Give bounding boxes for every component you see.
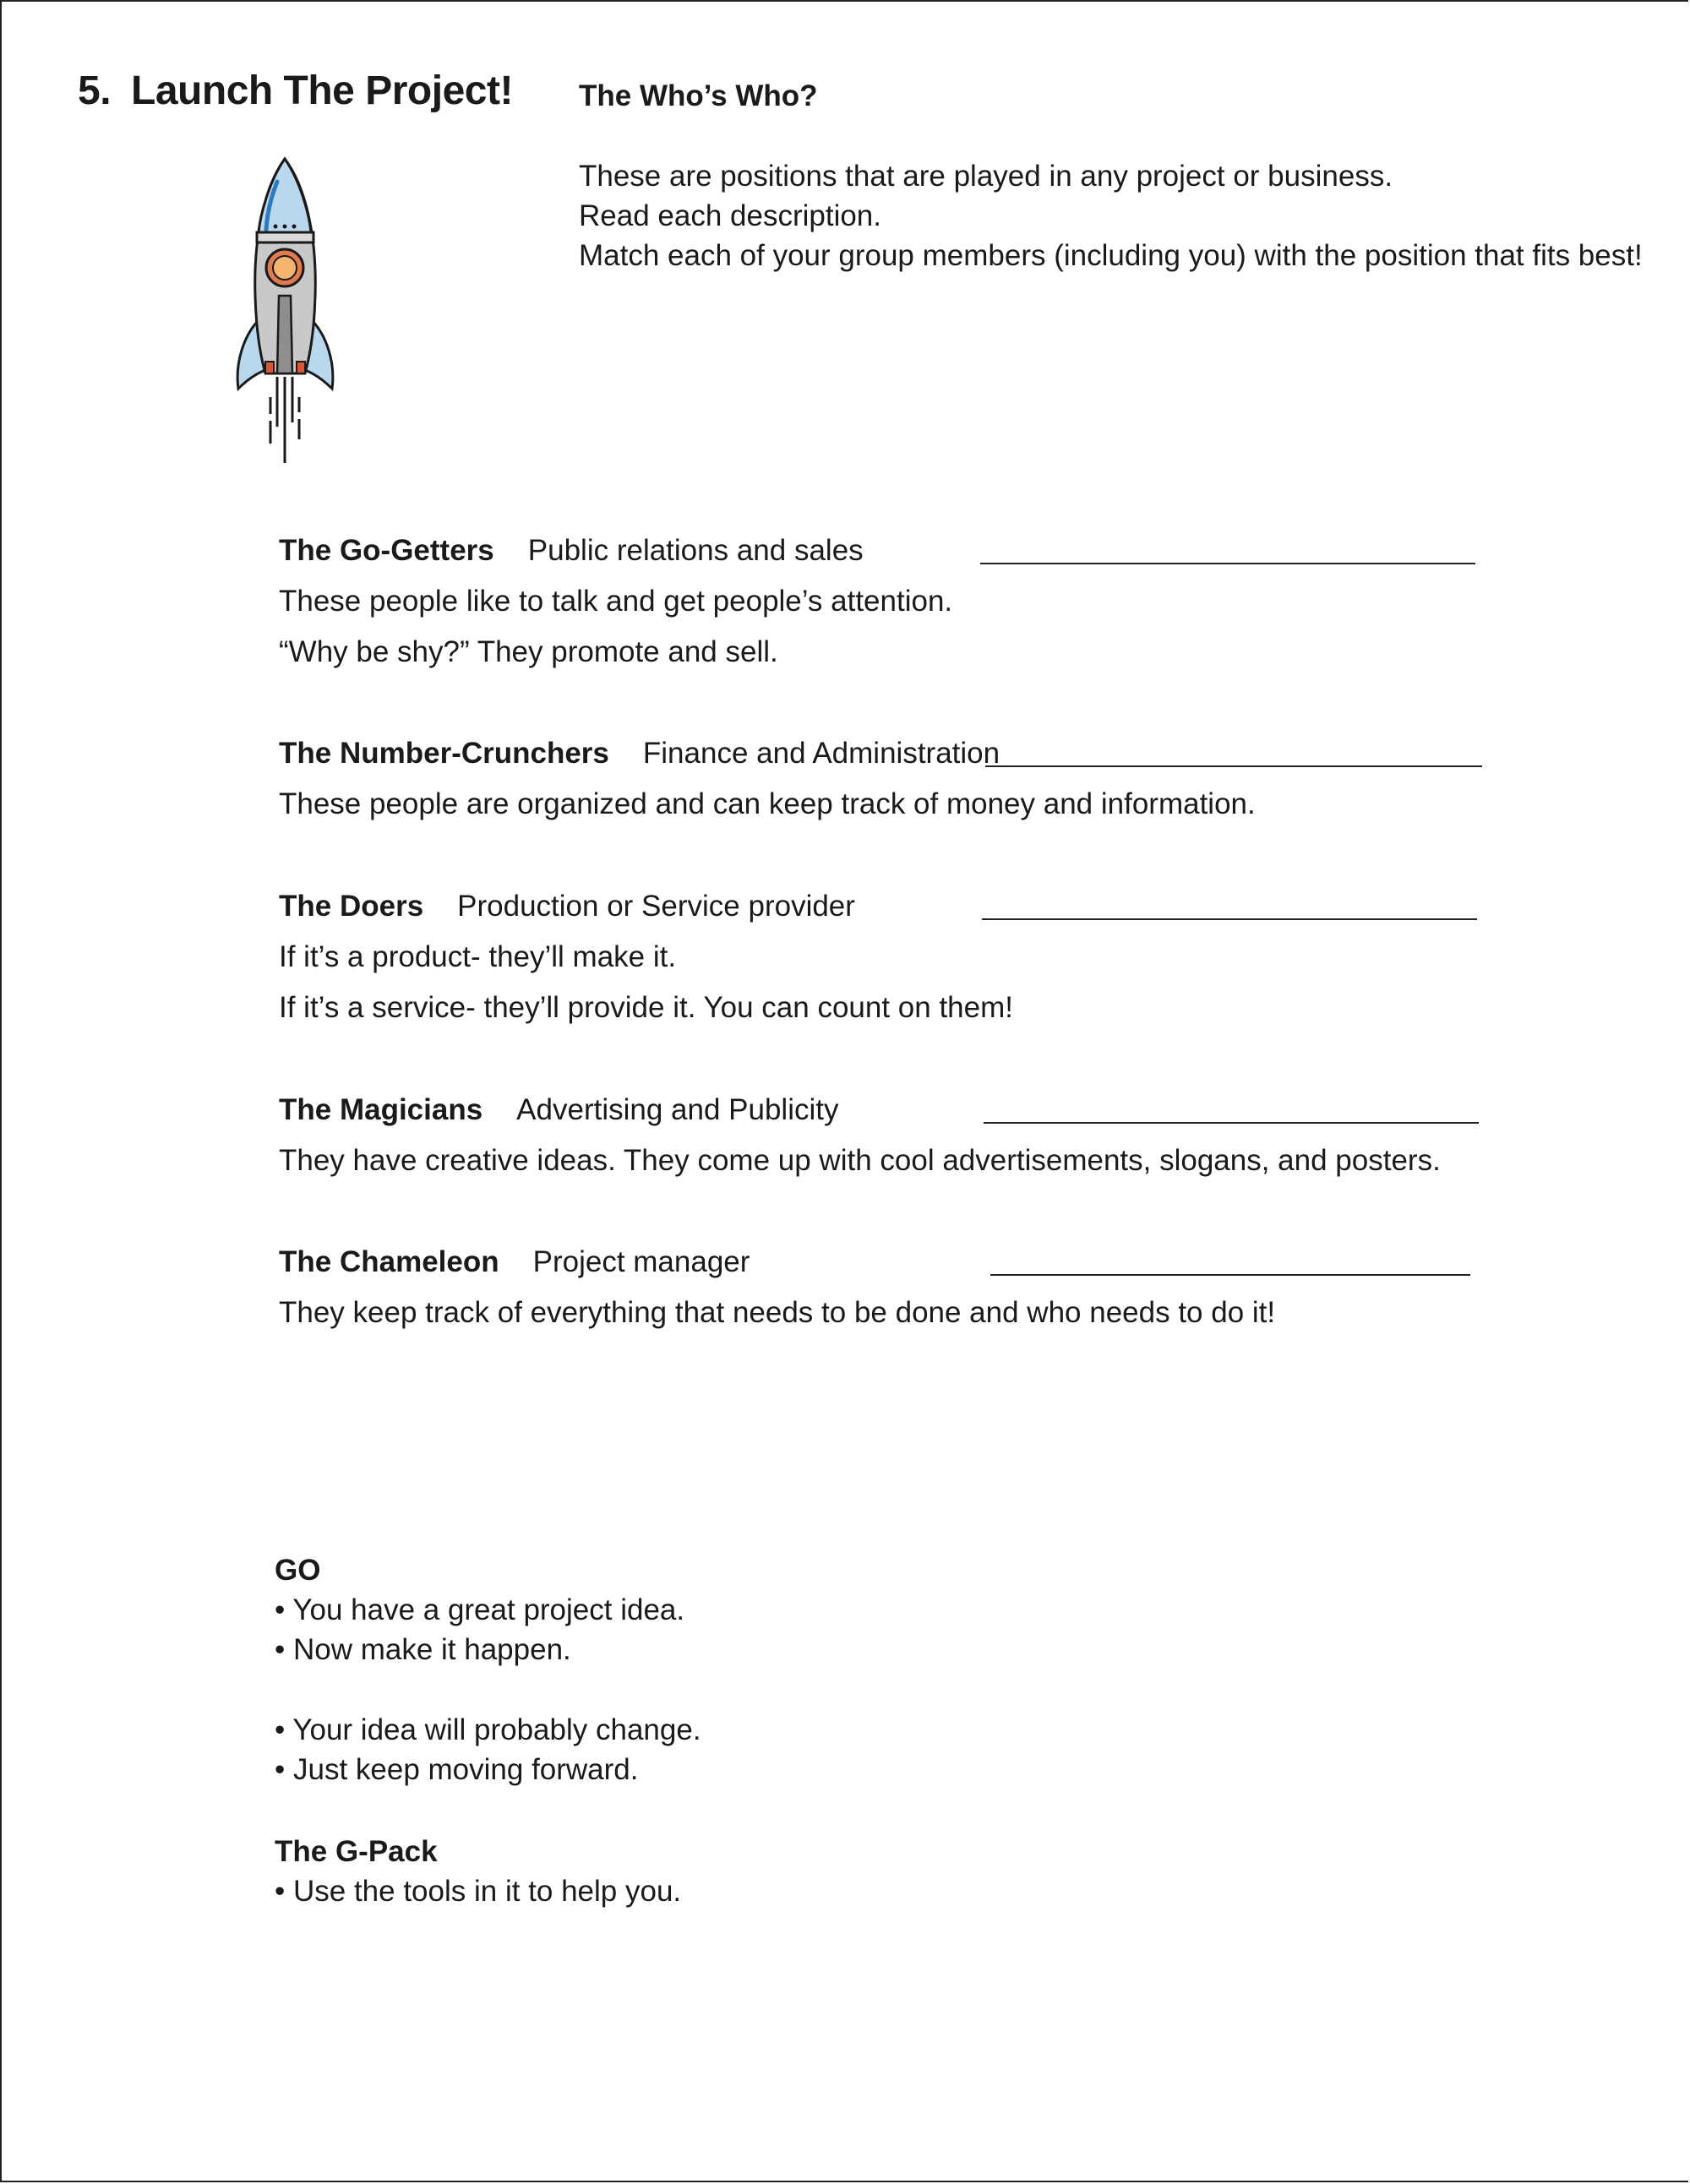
intro-instructions — [579, 156, 1643, 275]
intro-line: Match each of your group members (including you) with the position that fits best! — [579, 239, 1643, 272]
role-description-line: These people like to talk and get people’s attention. — [279, 585, 953, 618]
name-answer-blank[interactable] — [990, 1237, 1470, 1276]
gpack-title: The G-Pack — [275, 1835, 438, 1868]
go-bullet: • Now make it happen. — [275, 1633, 571, 1666]
name-answer-blank[interactable] — [980, 526, 1475, 564]
name-answer-blank[interactable] — [984, 1085, 1479, 1124]
role-go-getters — [279, 526, 952, 678]
intro-title: The Who’s Who? — [579, 79, 818, 112]
role-description-line: If it’s a service- they’ll provide it. You can count on them! — [279, 991, 1013, 1024]
role-doers — [279, 881, 1013, 1033]
role-department: Advertising and Publicity — [516, 1093, 839, 1126]
go-bullet: • You have a great project idea. — [275, 1593, 685, 1626]
gpack-bullet: • Use the tools in it to help you. — [275, 1875, 682, 1908]
section-title: Launch The Project! — [131, 68, 513, 113]
role-department: Finance and Administration — [642, 737, 1000, 770]
role-description-line: They have creative ideas. They come up with cool advertisements, slogans, and posters. — [279, 1144, 1441, 1177]
role-name: The Magicians — [279, 1093, 483, 1126]
role-name: The Doers — [279, 890, 424, 923]
role-name: The Chameleon — [279, 1245, 499, 1278]
go-section — [275, 1550, 701, 1911]
name-answer-blank[interactable] — [982, 881, 1477, 920]
page-title — [78, 68, 513, 114]
role-description-line: “Why be shy?” They promote and sell. — [279, 635, 778, 668]
name-answer-blank[interactable] — [985, 728, 1482, 767]
go-bullet: • Your idea will probably change. — [275, 1713, 701, 1746]
role-department: Public relations and sales — [527, 534, 864, 567]
go-title: GO — [275, 1554, 321, 1587]
role-description-line: They keep track of everything that needs to be done and who needs to do it! — [279, 1296, 1276, 1329]
role-name: The Go-Getters — [279, 534, 494, 567]
section-number: 5. — [78, 68, 112, 113]
role-name: The Number-Crunchers — [279, 737, 609, 770]
go-bullet: • Just keep moving forward. — [275, 1753, 639, 1786]
role-description-line: If it’s a product- they’ll make it. — [279, 940, 677, 973]
role-description-line: These people are organized and can keep track of money and information. — [279, 787, 1256, 820]
role-chameleon — [279, 1237, 1275, 1338]
intro-line: Read each description. — [579, 199, 881, 232]
intro-line: These are positions that are played in any project or business. — [579, 160, 1393, 193]
role-department: Production or Service provider — [457, 890, 855, 923]
rocket-icon — [228, 152, 342, 469]
role-department: Project manager — [532, 1245, 750, 1278]
role-magicians — [279, 1085, 1441, 1186]
role-number-crunchers — [279, 728, 1256, 830]
